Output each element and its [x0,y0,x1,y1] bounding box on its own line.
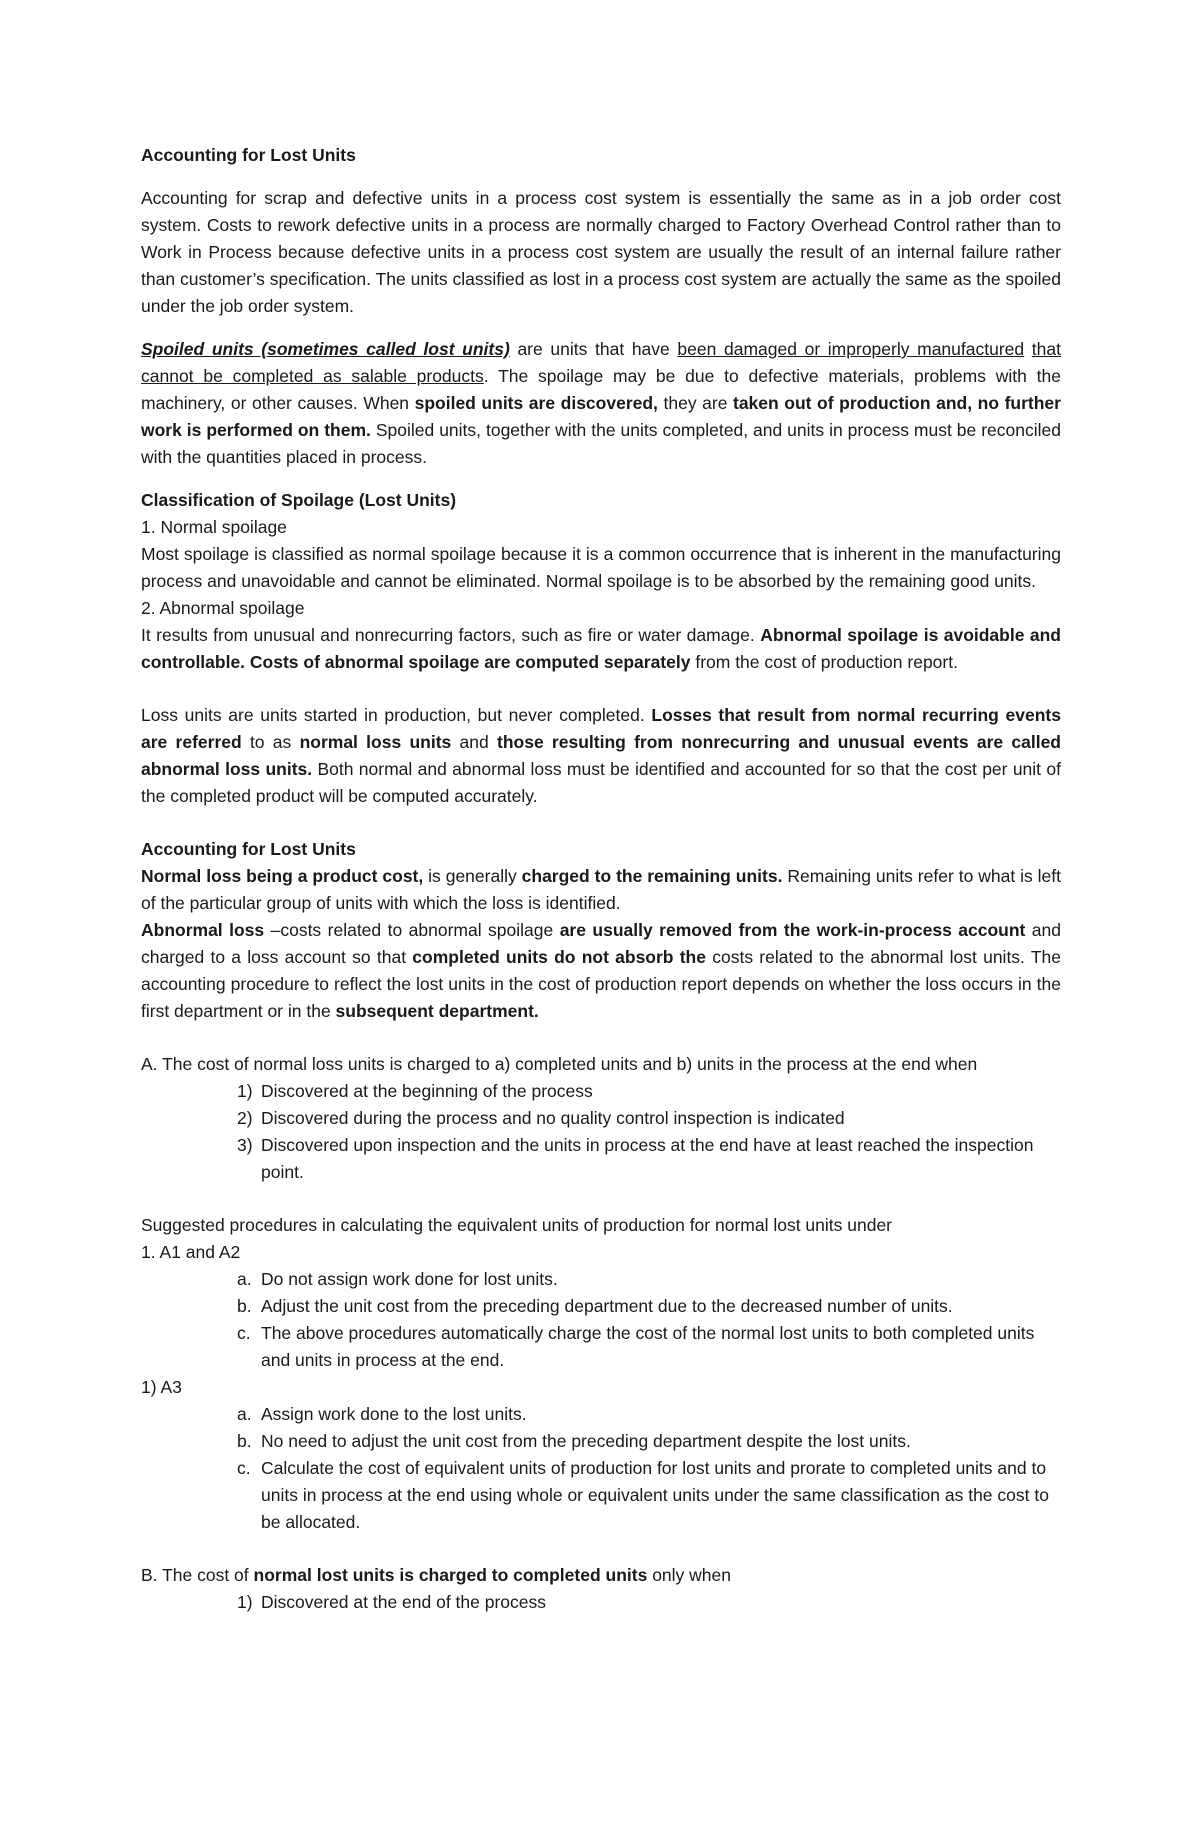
abnormal-loss-paragraph [141,917,1061,1025]
section-a [141,1051,1061,1186]
bold-text: are usually removed from the work-in-process account [559,920,1026,940]
list-text: No need to adjust the unit cost from the preceding department despite the lost units. [261,1431,911,1451]
bold-text: Costs of abnormal spoilage are computed separately [249,652,691,672]
list-item [237,1320,1061,1374]
underlined-text: been damaged or improperly manufactured [677,339,1025,359]
group-a3-list [141,1401,1061,1536]
list-item [237,1401,1061,1428]
list-letter: c. [237,1458,251,1478]
text-run [1024,339,1032,359]
section-a-text: A. The cost of normal loss units is charged to a) completed units and b) units in the process at the end when [141,1054,978,1074]
text-run: from the cost of production report. [690,652,958,672]
list-item [237,1078,1061,1105]
text-run: to as [241,732,300,752]
list-number: 1) [237,1081,253,1101]
underlined-text: that cannot be completed as salable products [141,339,1061,386]
suggested-procedures [141,1212,1061,1536]
list-number: 1) [237,1592,253,1612]
list-item [237,1105,1061,1132]
list-text: Discovered at the beginning of the process [261,1081,593,1101]
list-letter: a. [237,1404,252,1424]
text-run: is generally [423,866,522,886]
section-b-list [141,1589,1061,1616]
list-item [237,1428,1061,1455]
accounting-heading: Accounting for Lost Units [141,839,356,859]
bold-text: normal lost units is charged to completed units [253,1565,648,1585]
text-run: . The spoilage may be due to defective materials, problems with the machinery, or other causes. When [141,366,1061,413]
list-letter: c. [237,1323,251,1343]
text-run: It results from unusual and nonrecurring factors, such as fire or water damage. [141,625,761,645]
list-item [237,1293,1061,1320]
text-run: only when [647,1565,731,1585]
section-a-list [141,1078,1061,1186]
bold-text: charged to the remaining units. [521,866,783,886]
list-item [237,1266,1061,1293]
text-run: they are [657,393,733,413]
list-text: Adjust the unit cost from the preceding department due to the decreased number of units. [261,1296,953,1316]
text-run: Remaining units refer to what is left of the particular group of units with which the loss is identified. [141,866,1061,913]
classification-section [141,487,1061,676]
spoiled-units-paragraph [141,336,1061,471]
text-run: costs related to the abnormal lost units. The accounting procedure to reflect the lost units in the cost of production report depends on whether the loss occurs in the first department or in the [141,947,1061,1021]
list-number: 2) [237,1108,253,1128]
list-letter: a. [237,1269,252,1289]
bold-text: completed units do not absorb the [412,947,706,967]
bold-text: subsequent department. [335,1001,539,1021]
bold-text: Abnormal loss [141,920,265,940]
bold-text: Normal loss being a product cost, [141,866,424,886]
accounting-section [141,836,1061,1025]
bold-text: spoiled units are discovered, [414,393,658,413]
normal-spoilage-text: Most spoilage is classified as normal spoilage because it is a common occurrence that is inherent in the manufacturing process and unavoidable and cannot be eliminated. Normal spoilage is to be absorbed by the remaining good units. [141,544,1061,591]
text-run: Spoiled units, together with the units completed, and units in process must be reconciled with the quantities placed in process. [141,420,1061,467]
spoiled-units-term: Spoiled units (sometimes called lost units) [141,339,510,359]
text-run: –costs related to abnormal spoilage [264,920,560,940]
group-a3-title: 1) A3 [141,1377,182,1397]
list-text: The above procedures automatically charge the cost of the normal lost units to both completed units and units in process at the end. [261,1323,1035,1370]
group-a1-a2-list [141,1266,1061,1374]
bold-text: Losses that result from normal recurring events are referred [141,705,1061,752]
list-text: Do not assign work done for lost units. [261,1269,558,1289]
page-title: Accounting for Lost Units [141,145,356,165]
group-a1-a2-title: 1. A1 and A2 [141,1242,241,1262]
list-text: Calculate the cost of equivalent units of production for lost units and prorate to completed units and to units in process at the end using whole or equivalent units under the same classification as the cost to be allocated. [261,1458,1049,1532]
list-letter: b. [237,1431,252,1451]
text-run: are units that have [509,339,678,359]
list-item [237,1455,1061,1536]
bold-text: those resulting from nonrecurring and unusual events are called abnormal loss units. [141,732,1061,779]
normal-spoilage-title: 1. Normal spoilage [141,517,287,537]
section-b-text [141,1562,1061,1589]
classification-heading: Classification of Spoilage (Lost Units) [141,490,457,510]
text-run: and charged to a loss account so that [141,920,1062,967]
document-body [141,142,1061,1616]
normal-loss-paragraph [141,863,1061,917]
list-text: Discovered at the end of the process [261,1592,547,1612]
bold-text: Abnormal spoilage is avoidable and controllable. [141,625,1061,672]
text-run: and [451,732,497,752]
list-text: Discovered during the process and no quality control inspection is indicated [261,1108,845,1128]
list-number: 3) [237,1135,253,1155]
list-text: Assign work done to the lost units. [261,1404,527,1424]
suggested-text: Suggested procedures in calculating the equivalent units of production for normal lost units under [141,1215,893,1235]
text-run: Loss units are units started in production, but never completed. [141,705,652,725]
abnormal-spoilage-title: 2. Abnormal spoilage [141,598,305,618]
text-run: B. The cost of [141,1565,254,1585]
loss-units-paragraph [141,702,1061,810]
abnormal-spoilage-text [141,622,1061,676]
text-run: Both normal and abnormal loss must be identified and accounted for so that the cost per unit of the completed product will be computed accurately. [141,759,1061,806]
list-text: Discovered upon inspection and the units in process at the end have at least reached the inspection point. [261,1135,1034,1182]
list-item [237,1589,1061,1616]
intro-paragraph: Accounting for scrap and defective units in a process cost system is essentially the same as in a job order cost system. Costs to rework defective units in a process are normally charged to Factory Overhead Control rather than to Work in Process because defective units in a process cost system are usually the result of an internal failure rather than customer’s specification. The units classified as lost in a process cost system are actually the same as the spoiled under the job order system. [141,188,1061,316]
bold-text: normal loss units [299,732,452,752]
list-item [237,1132,1061,1186]
section-b [141,1562,1061,1616]
list-letter: b. [237,1296,252,1316]
bold-text: taken out of production and, no further work is performed on them. [141,393,1061,440]
